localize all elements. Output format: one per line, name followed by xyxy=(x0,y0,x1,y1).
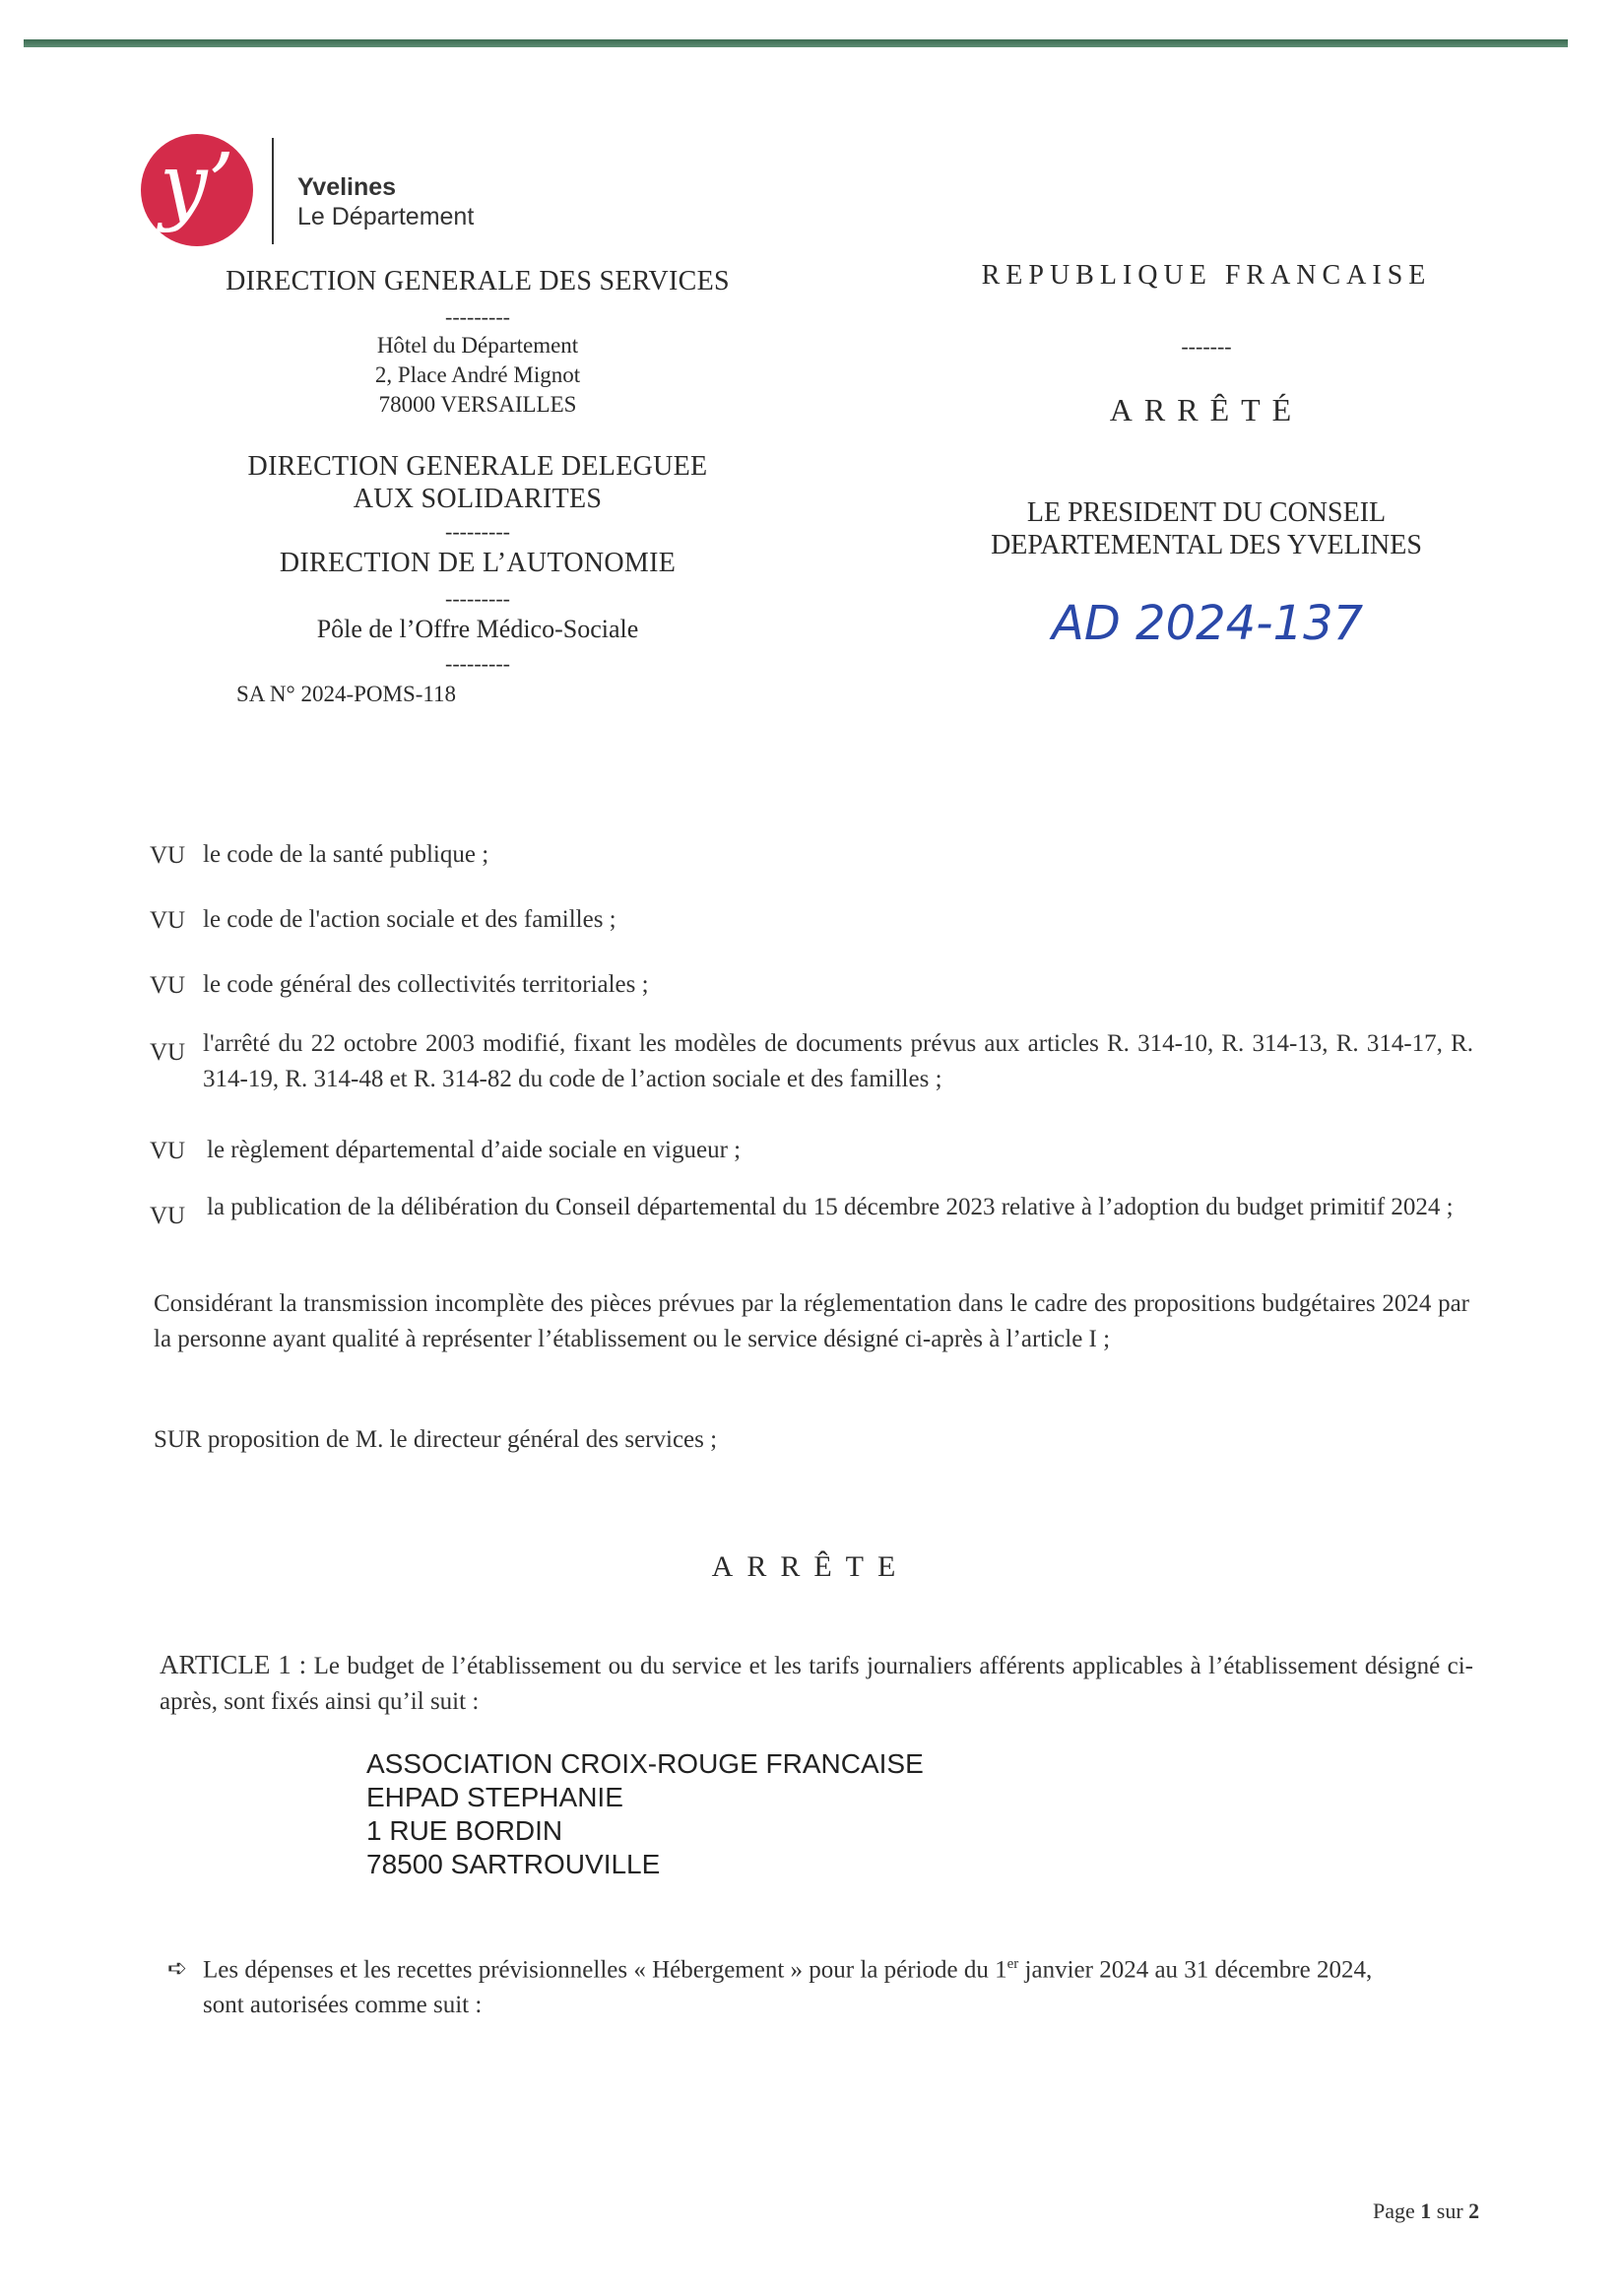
vu-item: le code de la santé publique ; xyxy=(203,841,489,868)
arrete-heading: ARRÊTÉ xyxy=(1109,392,1304,427)
establishment-line: EHPAD STEPHANIE xyxy=(366,1782,623,1812)
vu-label: VU xyxy=(150,972,186,999)
establishment-block xyxy=(366,1747,924,1881)
logo-mark: y’ xyxy=(160,136,234,234)
vu-label: VU xyxy=(150,907,186,934)
president-heading-line2: DEPARTEMENTAL DES YVELINES xyxy=(991,530,1422,560)
bullet-line-1: Les dépenses et les recettes prévisionnelles « Hébergement » pour la période du 1er janvier 2024 au 31 décembre 2024, xyxy=(203,1956,1373,1984)
arrete-title: ARRÊTE xyxy=(711,1550,910,1583)
handwritten-reference: AD 2024-137 xyxy=(1052,596,1364,651)
establishment-line: 78500 SARTROUVILLE xyxy=(366,1849,661,1879)
separator: --------- xyxy=(445,651,510,676)
address-line: 78000 VERSAILLES xyxy=(378,392,577,417)
address-line: 2, Place André Mignot xyxy=(374,362,581,387)
separator: --------- xyxy=(445,586,510,611)
logo-name: Yvelines xyxy=(297,173,397,201)
vu-label: VU xyxy=(150,842,186,869)
address-block xyxy=(138,331,817,420)
separator: --------- xyxy=(445,304,510,329)
article-1-text: Le budget de l’établissement ou du service et les tarifs journaliers afférents applicables à l’établissement désigné ci-après, sont fixés ainsi qu’il suit : xyxy=(160,1653,1473,1715)
vu-label: VU xyxy=(150,1039,186,1066)
vu-item: le code de l'action sociale et des familles ; xyxy=(203,906,616,933)
president-heading-line1: LE PRESIDENT DU CONSEIL xyxy=(1026,497,1387,528)
yvelines-logo-icon xyxy=(141,134,253,246)
autonomie-heading: DIRECTION DE L’AUTONOMIE xyxy=(279,548,677,578)
dgs-heading: DIRECTION GENERALE DES SERVICES xyxy=(226,266,730,296)
proposition-paragraph: SUR proposition de M. le directeur général des services ; xyxy=(154,1426,718,1453)
article-1 xyxy=(160,1647,1473,1720)
vu-item: le règlement départemental d’aide sociale en vigueur ; xyxy=(207,1137,742,1163)
arrow-icon: ➪ xyxy=(167,1956,188,1982)
separator: ------- xyxy=(1181,334,1232,359)
page-number: Page 1 sur 2 xyxy=(1373,2198,1480,2223)
considerant-paragraph: Considérant la transmission incomplète des pièces prévues par la réglementation dans le cadre des propositions budgétaires 2024 par la personne ayant qualité à représenter l’établissement ou le service désigné ci-après à l’article I ; xyxy=(154,1290,1469,1352)
logo-divider xyxy=(272,138,274,244)
pole-heading: Pôle de l’Offre Médico-Sociale xyxy=(316,615,639,643)
republique-heading: REPUBLIQUE FRANCAISE xyxy=(981,260,1432,291)
vu-item: l'arrêté du 22 octobre 2003 modifié, fixant les modèles de documents prévus aux articles R. 314-10, R. 314-13, R. 314-17, R. 314-19, R. 314-48 et R. 314-82 du code de l’action sociale et des familles ; xyxy=(203,1030,1473,1092)
logo-subtitle: Le Département xyxy=(297,203,475,230)
vu-label: VU xyxy=(150,1138,186,1164)
top-rule xyxy=(24,39,1568,47)
separator: --------- xyxy=(445,519,510,544)
dgd-heading-line1: DIRECTION GENERALE DELEGUEE xyxy=(247,451,708,482)
establishment-line: ASSOCIATION CROIX-ROUGE FRANCAISE xyxy=(366,1748,924,1779)
reference-number: SA N° 2024-POMS-118 xyxy=(236,682,457,706)
vu-label: VU xyxy=(150,1203,186,1229)
vu-item: la publication de la délibération du Conseil départemental du 15 décembre 2023 relative à l’adoption du budget primitif 2024 ; xyxy=(207,1194,1454,1220)
article-1-label: ARTICLE 1 : xyxy=(160,1650,307,1679)
establishment-line: 1 RUE BORDIN xyxy=(366,1815,563,1846)
dgd-heading-line2: AUX SOLIDARITES xyxy=(353,484,603,514)
vu-item: le code général des collectivités territoriales ; xyxy=(203,971,649,998)
bullet-line-2: sont autorisées comme suit : xyxy=(203,1992,483,2019)
bullet-paragraph xyxy=(203,1946,1483,2023)
address-line: Hôtel du Département xyxy=(376,333,579,358)
